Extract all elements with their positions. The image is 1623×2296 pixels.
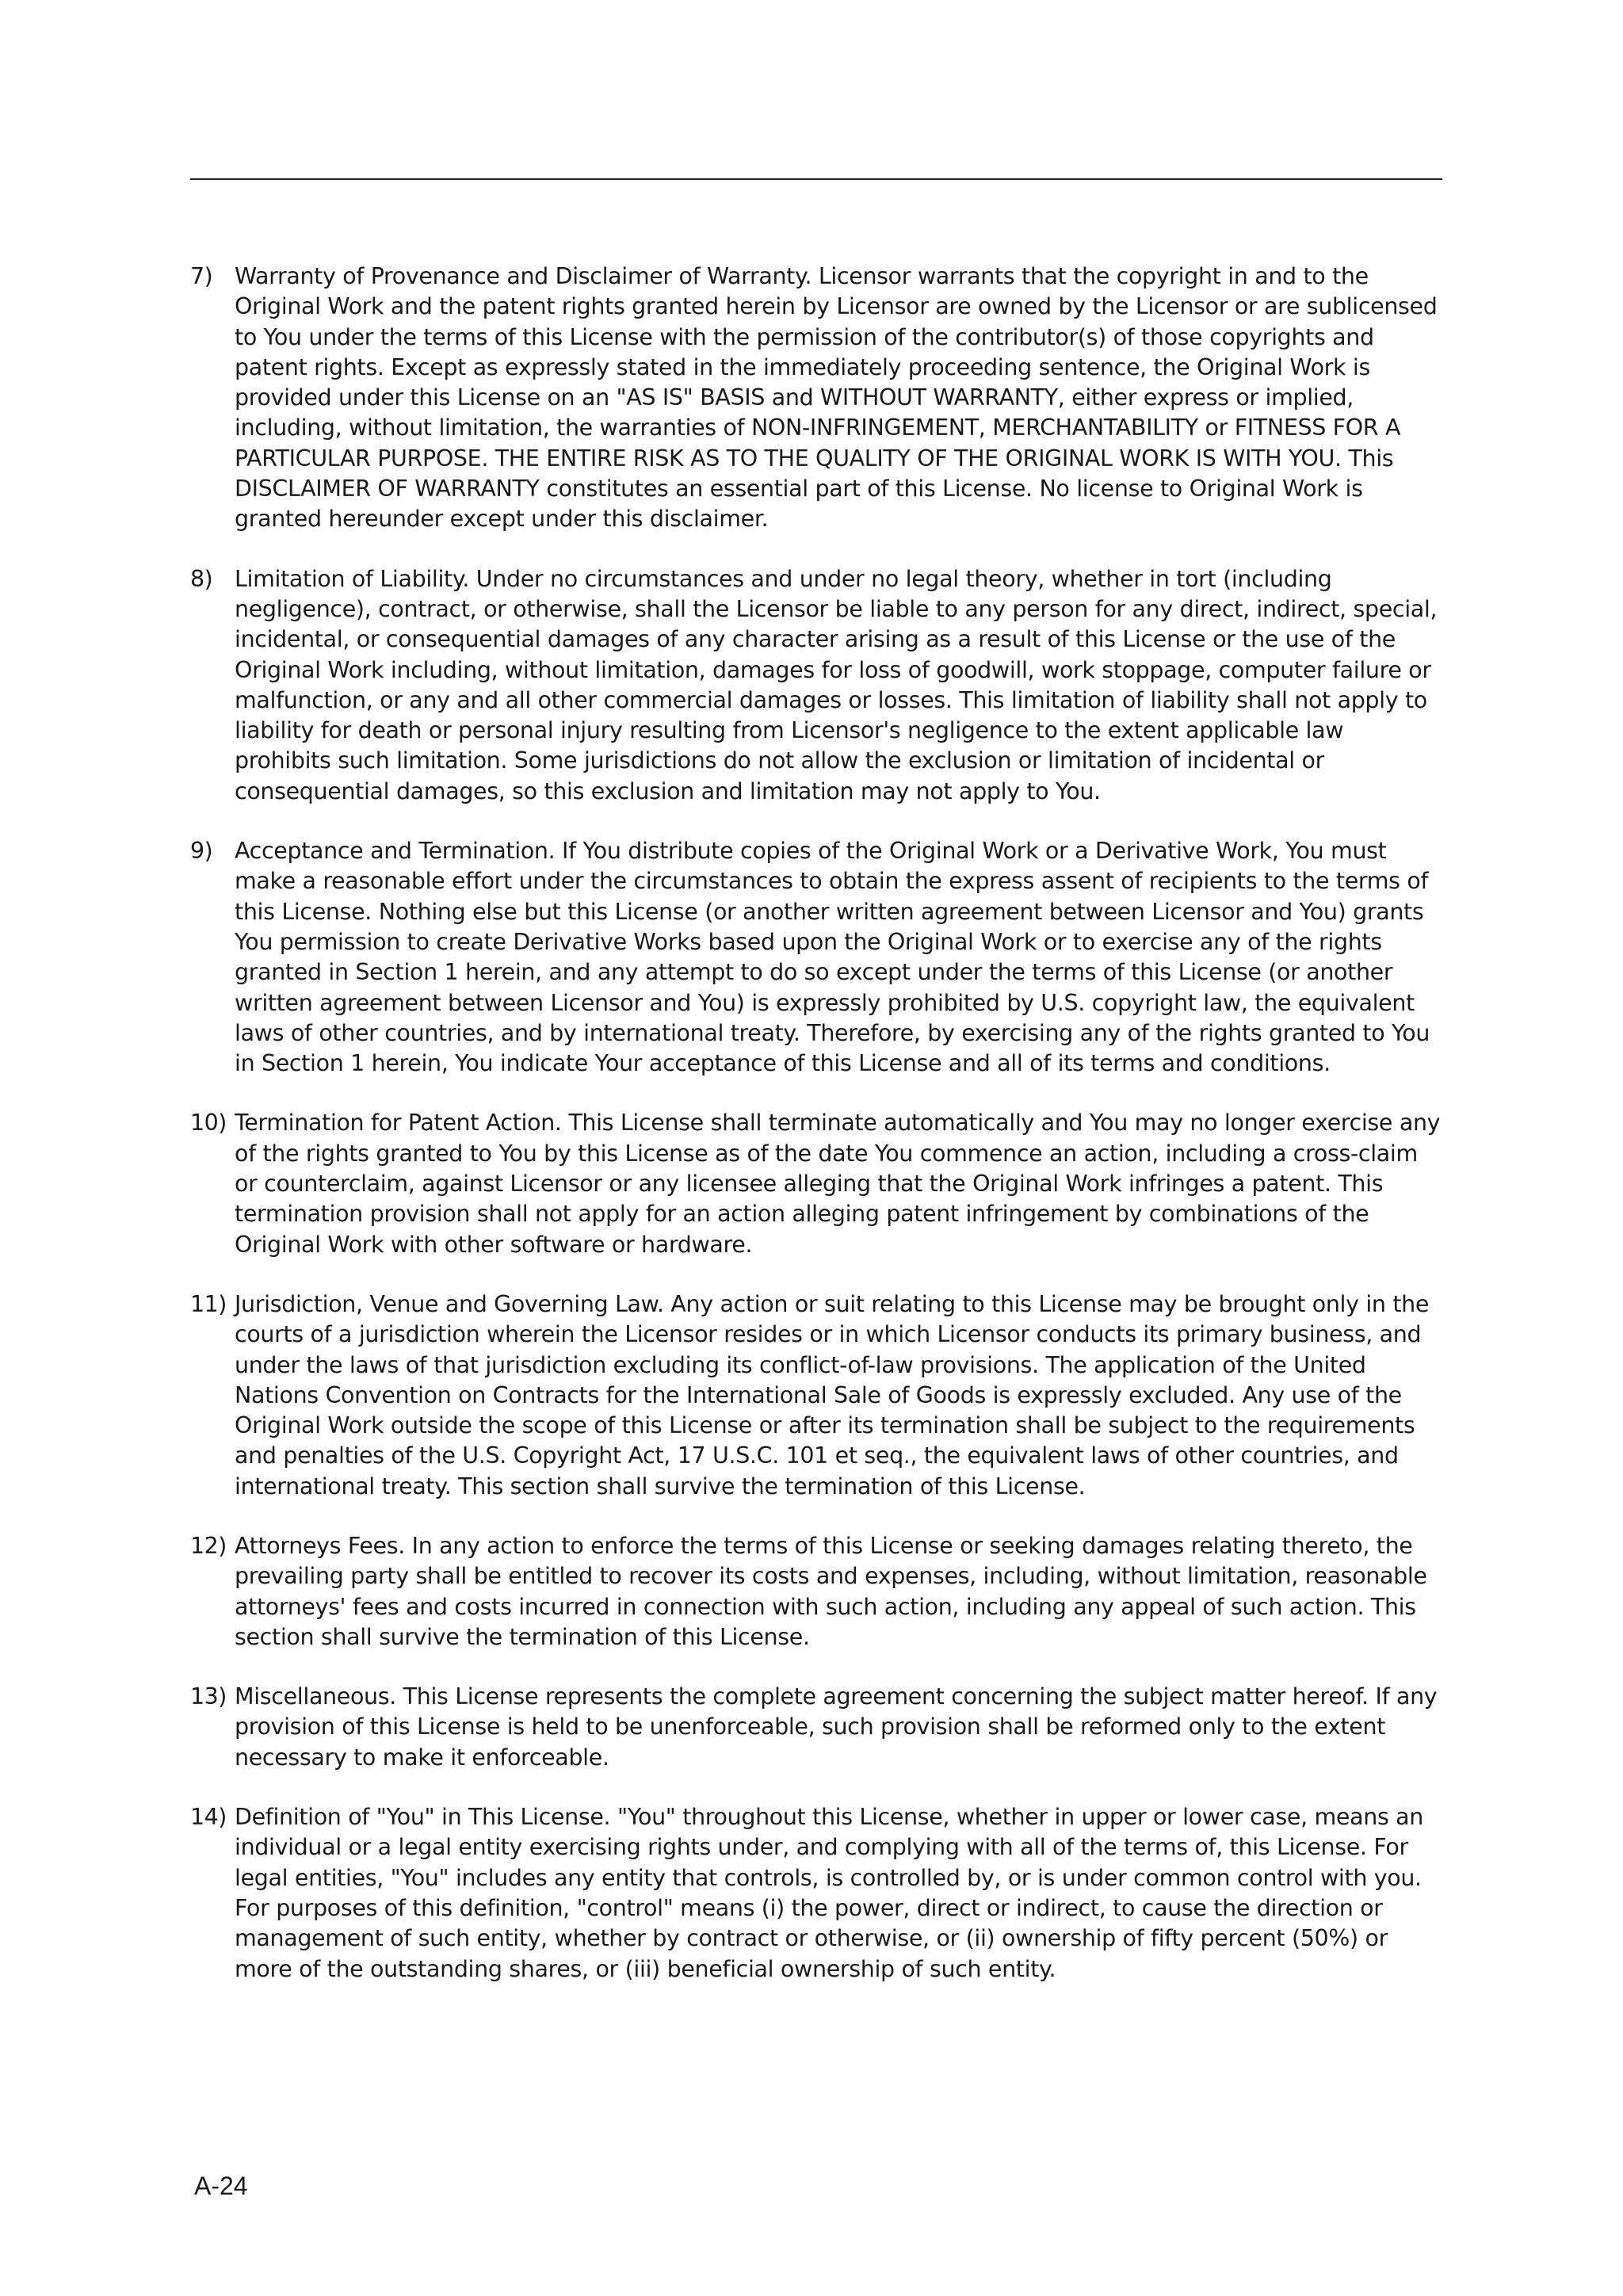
- clause-number: 10): [190, 1110, 227, 1137]
- clause-12: [190, 1531, 1446, 1652]
- header-rule: [190, 178, 1442, 180]
- clause-10: [190, 1108, 1446, 1259]
- clause-11: [190, 1289, 1446, 1502]
- clause-number: 9): [190, 838, 213, 865]
- clause-text: Attorneys Fees. In any action to enforce the terms of this License or seeking damages relating thereto, the prevailing party shall be entitled to recover its costs and expenses, including, without limitation, reasonable attorneys' fees and costs incurred in connection with such action, including any appeal of such action. This section shall survive the termination of this License.: [235, 1532, 1427, 1650]
- clause-text: Jurisdiction, Venue and Governing Law. Any action or suit relating to this License may be brought only in the courts of a jurisdiction wherein the Licensor resides or in which Licensor conducts its primary business, and under the laws of that jurisdiction excluding its conflict-of-law provisions. The application of the United Nations Convention on Contracts for the International Sale of Goods is expressly excluded. Any use of the Original Work outside the scope of this License or after its termination shall be subject to the requirements and penalties of the U.S. Copyright Act, 17 U.S.C. 101 et seq., the equivalent laws of other countries, and international treaty. This section shall survive the termination of this License.: [235, 1290, 1430, 1499]
- clause-number: 11): [190, 1290, 227, 1317]
- clause-text: Miscellaneous. This License represents the complete agreement concerning the subject matter hereof. If any provision of this License is held to be unenforceable, such provision shall be reformed only to the extent necessary to make it enforceable.: [235, 1683, 1438, 1771]
- page-number: A-24: [194, 2172, 248, 2200]
- clause-13: [190, 1682, 1446, 1773]
- clause-number: 7): [190, 263, 213, 289]
- clause-number: 13): [190, 1683, 227, 1710]
- clause-number: 12): [190, 1532, 227, 1559]
- clause-8: [190, 564, 1446, 807]
- clause-text: Definition of "You" in This License. "You" throughout this License, whether in upper or lower case, means an individual or a legal entity exercising rights under, and complying with all of the terms of, this License. For legal entities, "You" includes any entity that controls, is controlled by, or is under common control with you. For purposes of this definition, "control" means (i) the power, direct or indirect, to cause the direction or management of such entity, whether by contract or otherwise, or (ii) ownership of fifty percent (50%) or more of the outstanding shares, or (iii) beneficial ownership of such entity.: [235, 1804, 1423, 1982]
- clause-text: Limitation of Liability. Under no circumstances and under no legal theory, whether in tort (including negligence), contract, or otherwise, shall the Licensor be liable to any person for any direct, indirect, special, incidental, or consequential damages of any character arising as a result of this License or the use of the Original Work including, without limitation, damages for loss of goodwill, work stoppage, computer failure or malfunction, or any and all other commercial damages or losses. This limitation of liability shall not apply to liability for death or personal injury resulting from Licensor's negligence to the extent applicable law prohibits such limitation. Some jurisdictions do not allow the exclusion or limitation of incidental or consequential damages, so this exclusion and limitation may not apply to You.: [235, 565, 1438, 804]
- clause-text: Termination for Patent Action. This License shall terminate automatically and You may no longer exercise any of the rights granted to You by this License as of the date You commence an action, including a cross-claim or counterclaim, against Licensor or any licensee alleging that the Original Work infringes a patent. This termination provision shall not apply for an action alleging patent infringement by combinations of the Original Work with other software or hardware.: [235, 1110, 1441, 1258]
- clause-14: [190, 1802, 1446, 1985]
- clause-text: Acceptance and Termination. If You distribute copies of the Original Work or a Derivative Work, You must make a reasonable effort under the circumstances to obtain the express assent of recipients to the terms of this License. Nothing else but this License (or another written agreement between Licensor and You) grants You permission to create Derivative Works based upon the Original Work or to exercise any of the rights granted in Section 1 herein, and any attempt to do so except under the terms of this License (or another written agreement between Licensor and You) is expressly prohibited by U.S. copyright law, the equivalent laws of other countries, and by international treaty. Therefore, by exercising any of the rights granted to You in Section 1 herein, You indicate Your acceptance of this License and all of its terms and conditions.: [235, 838, 1430, 1077]
- clause-7: [190, 262, 1446, 535]
- clause-number: 14): [190, 1804, 227, 1831]
- clause-9: [190, 836, 1446, 1079]
- license-clauses: [190, 262, 1446, 2014]
- clause-number: 8): [190, 565, 213, 592]
- clause-text: Warranty of Provenance and Disclaimer of Warranty. Licensor warrants that the copyright in and to the Original Work and the patent rights granted herein by Licensor are owned by the Licensor or are sublicensed to You under the terms of this License with the permission of the contributor(s) of those copyrights and patent rights. Except as expressly stated in the immediately proceeding sentence, the Original Work is provided under this License on an "AS IS" BASIS and WITHOUT WARRANTY, either express or implied, including, without limitation, the warranties of NON-INFRINGEMENT, MERCHANTABILITY or FITNESS FOR A PARTICULAR PURPOSE. THE ENTIRE RISK AS TO THE QUALITY OF THE ORIGINAL WORK IS WITH YOU. This DISCLAIMER OF WARRANTY constitutes an essential part of this License. No license to Original Work is granted hereunder except under this disclaimer.: [235, 263, 1438, 533]
